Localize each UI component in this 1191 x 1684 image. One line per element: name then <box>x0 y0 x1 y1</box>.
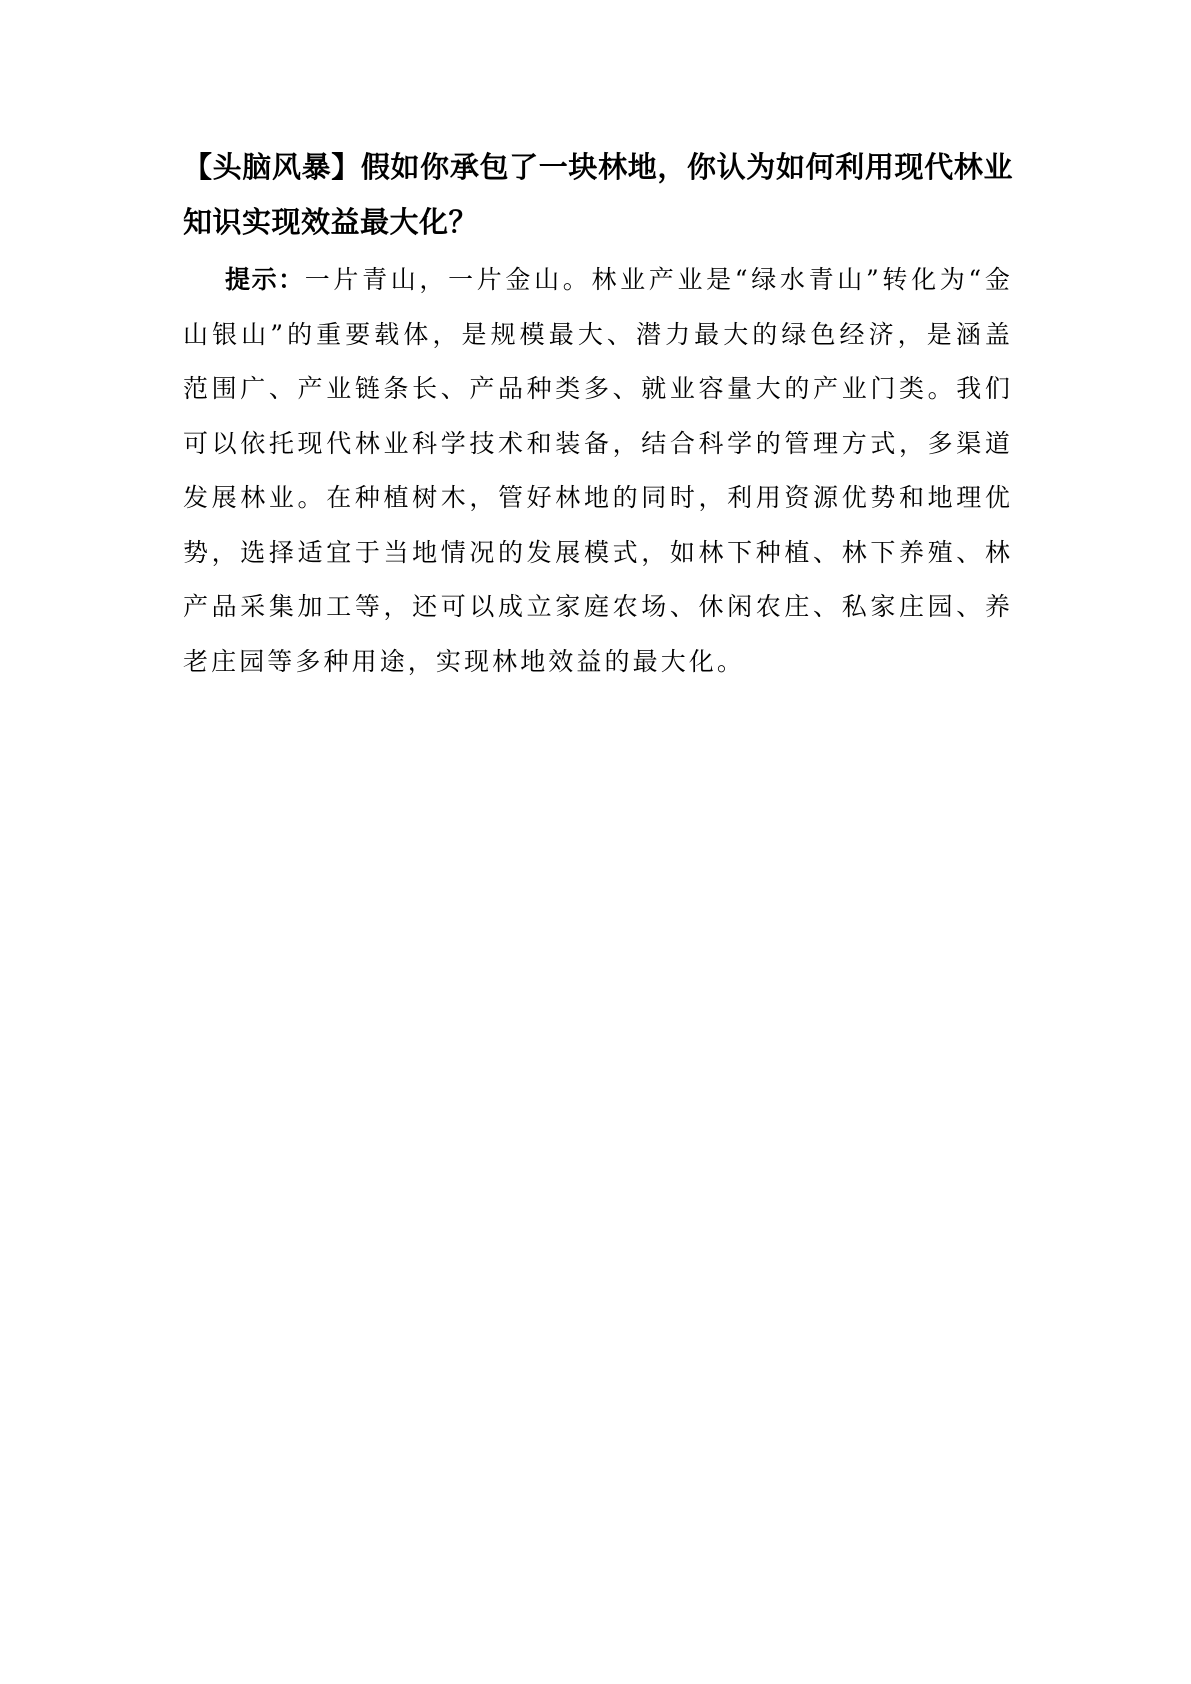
tip-paragraph <box>183 253 1013 689</box>
brainstorm-question-heading: 【头脑风暴】假如你承包了一块林地，你认为如何利用现代林业知识实现效益最大化？ <box>183 150 1013 239</box>
tip-label: 提示： <box>225 265 305 294</box>
document-content <box>183 140 1013 689</box>
tip-text: 一片青山，一片金山。林业产业是“绿水青山”转化为“金山银山”的重要载体，是规模最大、潜力最大的绿色经济，是涵盖范围广、产业链条长、产品种类多、就业容量大的产业门类。我们可以依托现代林业科学技术和装备，结合科学的管理方式，多渠道发展林业。在种植树木，管好林地的同时，利用资源优势和地理优势，选择适宜于当地情况的发展模式，如林下种植、林下养殖、林产品采集加工等，还可以成立家庭农场、休闲农庄、私家庄园、养老庄园等多种用途，实现林地效益的最大化。 <box>183 265 1013 676</box>
